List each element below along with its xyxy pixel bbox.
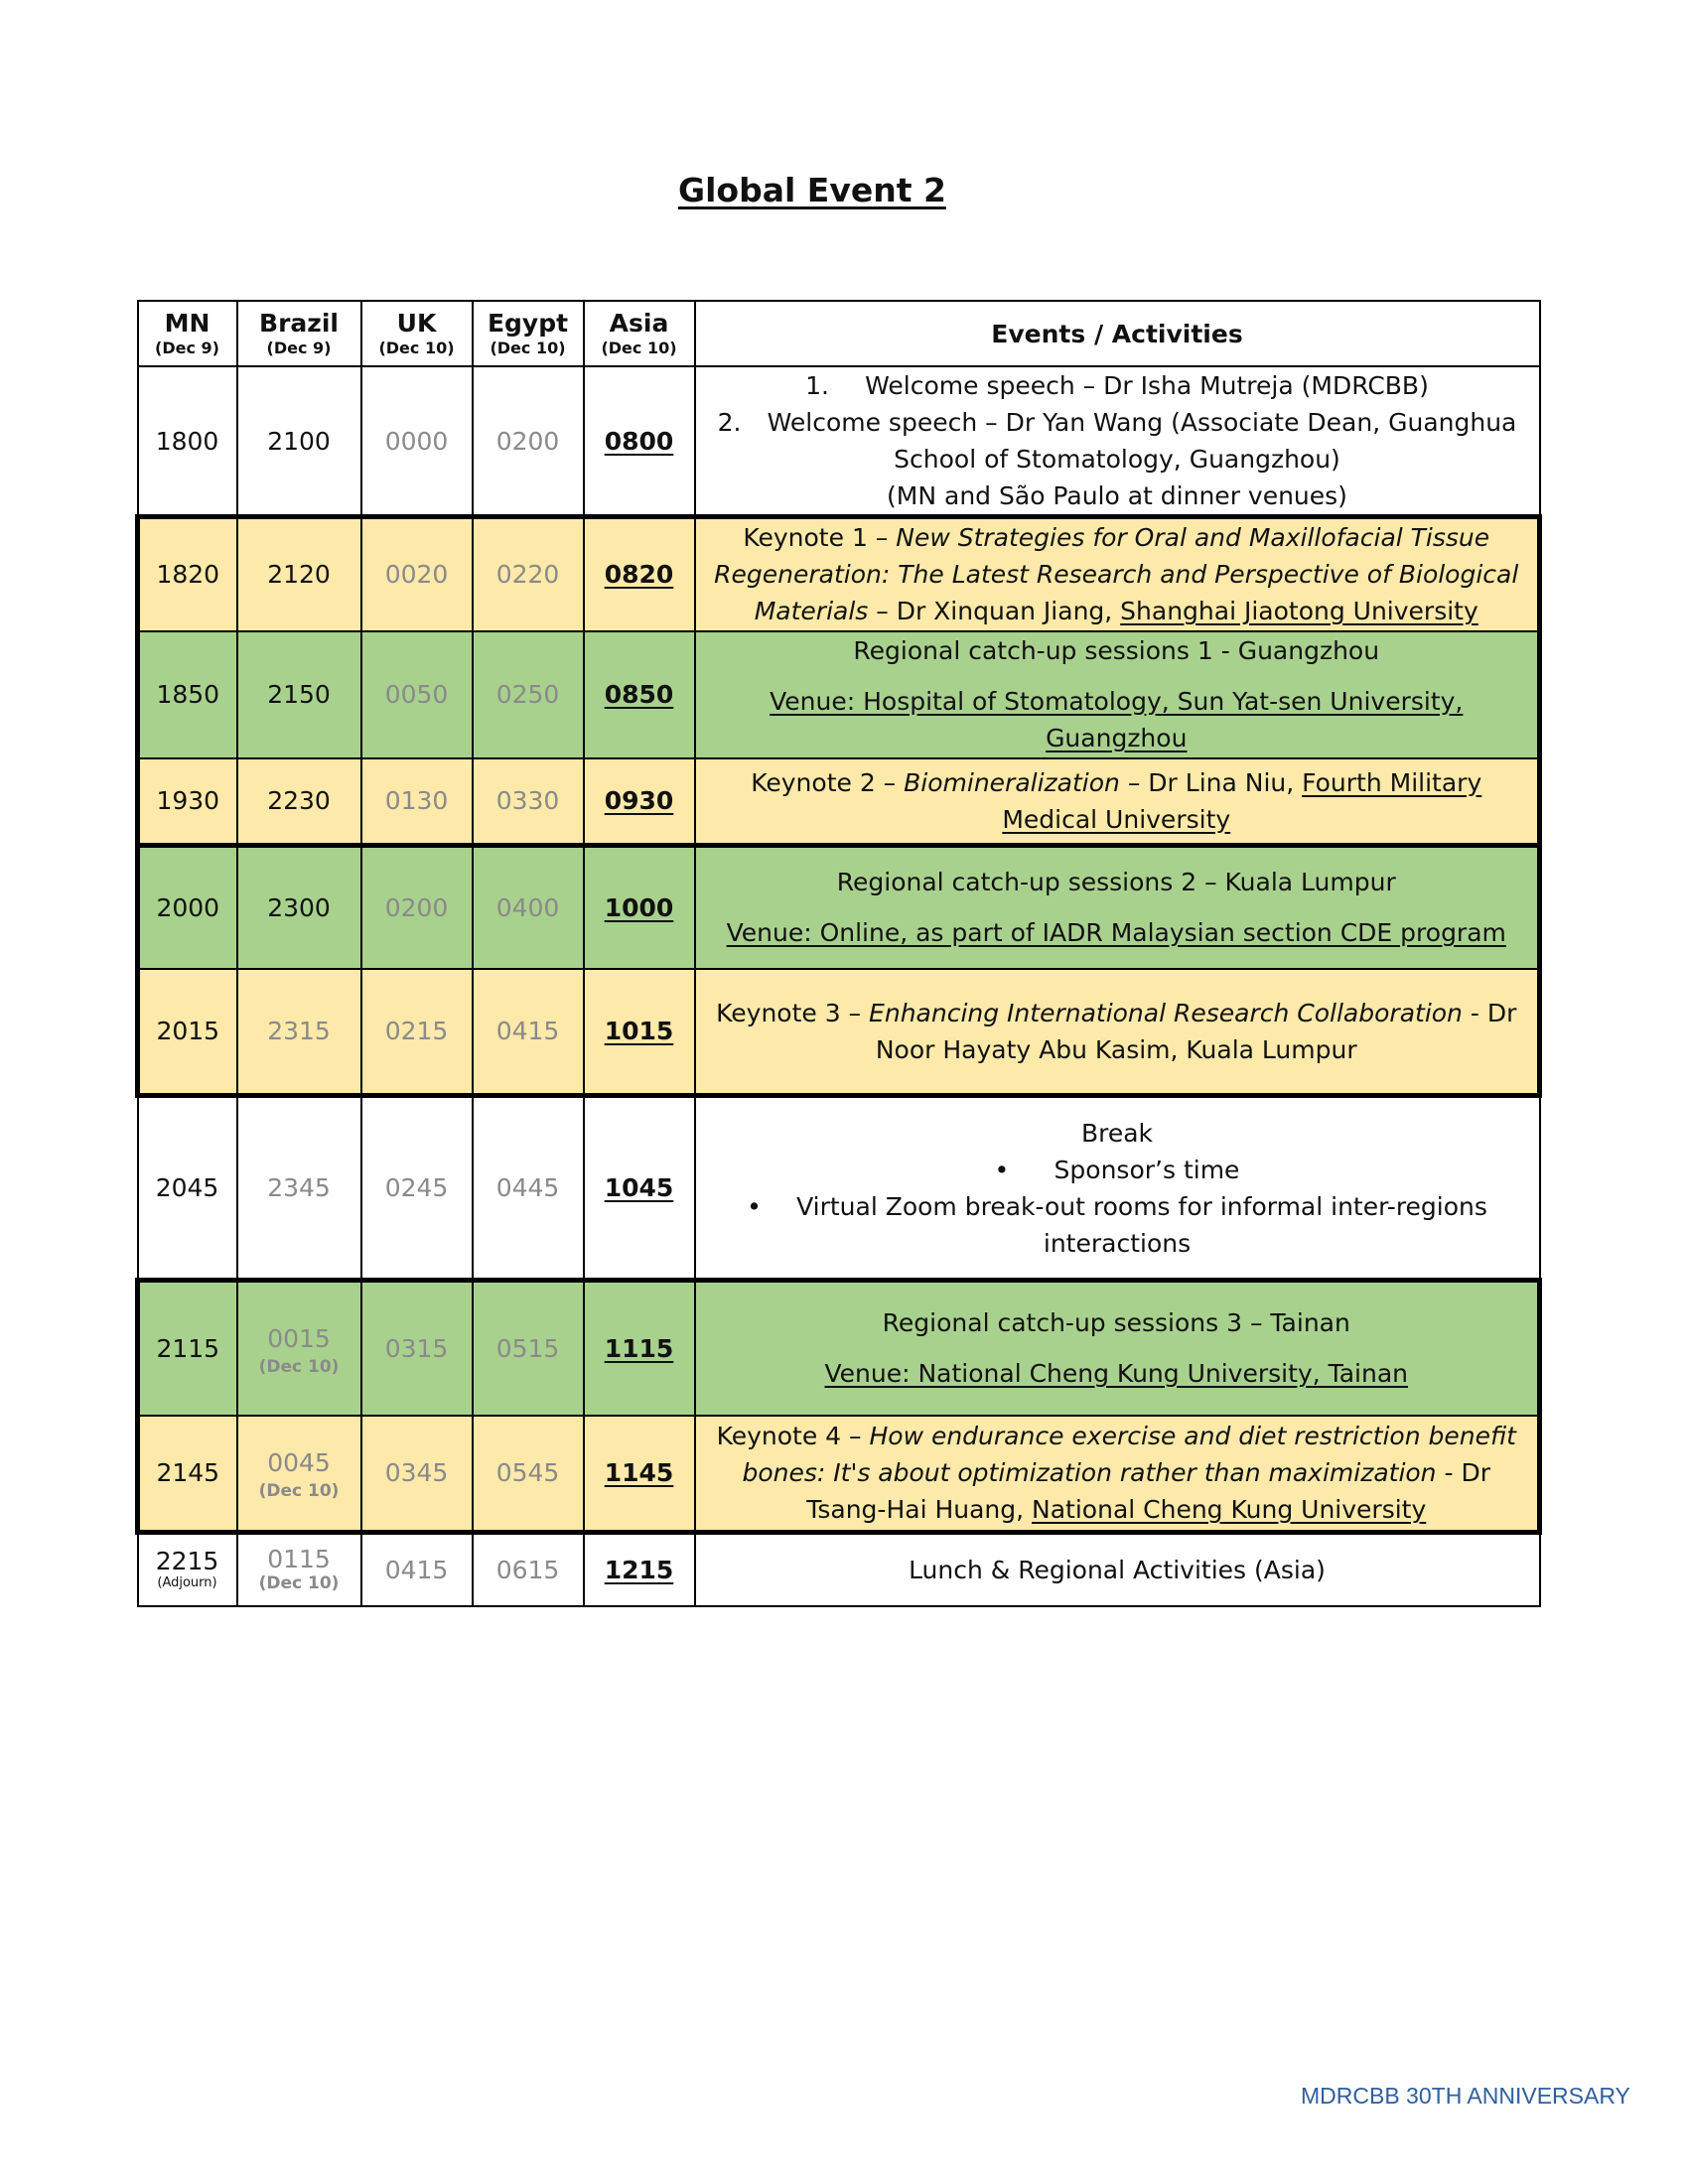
cell-uk: 0020 <box>361 517 473 631</box>
table-row <box>138 758 1540 846</box>
page-title: Global Event 2 <box>678 171 946 209</box>
cell-brazil: 2300 <box>237 846 361 969</box>
table-row <box>138 846 1540 969</box>
cell-asia: 1000 <box>584 846 695 969</box>
cell-event: Keynote 4 – How endurance exercise and diet restriction benefit bones: It's about optimization rather than maximization - Dr Tsang-Hai Huang, National Cheng Kung University <box>695 1416 1540 1533</box>
cell-asia: 0930 <box>584 758 695 846</box>
cell-egypt: 0200 <box>473 366 584 517</box>
institution-link[interactable]: Fourth Military Medical University <box>1002 767 1482 834</box>
table-row <box>138 1416 1540 1533</box>
venue-link[interactable]: Venue: National Cheng Kung University, Tainan <box>824 1359 1408 1389</box>
cell-egypt: 0415 <box>473 969 584 1096</box>
cell-event <box>695 1281 1540 1416</box>
bullet-icon: • <box>994 1155 1010 1184</box>
institution-link[interactable]: Shanghai Jiaotong University <box>1120 597 1478 626</box>
cell-uk: 0215 <box>361 969 473 1096</box>
bullet-item: • Sponsor’s time <box>702 1152 1533 1188</box>
event-line: Regional catch-up sessions 2 – Kuala Lumpur <box>836 868 1396 897</box>
cell-event: Lunch & Regional Activities (Asia) <box>695 1533 1540 1606</box>
cell-uk: 0415 <box>361 1533 473 1606</box>
cell-egypt: 0545 <box>473 1416 584 1533</box>
cell-egypt: 0445 <box>473 1096 584 1281</box>
cell-asia: 1115 <box>584 1281 695 1416</box>
cell-egypt: 0515 <box>473 1281 584 1416</box>
venue-link[interactable]: Venue: Hospital of Stomatology, Sun Yat-sen University, Guangzhou <box>770 687 1464 752</box>
header-mn: MN (Dec 9) <box>138 301 237 366</box>
cell-brazil: 2120 <box>237 517 361 631</box>
cell-brazil: 2230 <box>237 758 361 846</box>
table-row <box>138 1281 1540 1416</box>
venue-link[interactable]: Venue: Online, as part of IADR Malaysian section CDE program <box>726 918 1506 948</box>
cell-mn: 2145 <box>138 1416 237 1533</box>
header-egypt: Egypt (Dec 10) <box>473 301 584 366</box>
cell-egypt: 0330 <box>473 758 584 846</box>
cell-asia: 1045 <box>584 1096 695 1281</box>
event-line: Regional catch-up sessions 1 - Guangzhou <box>853 636 1380 665</box>
cell-event <box>695 1096 1540 1281</box>
table-row <box>138 366 1540 517</box>
cell-egypt: 0615 <box>473 1533 584 1606</box>
cell-asia: 1015 <box>584 969 695 1096</box>
cell-uk: 0200 <box>361 846 473 969</box>
cell-asia: 0850 <box>584 631 695 758</box>
cell-event: Keynote 3 – Enhancing International Research Collaboration - Dr Noor Hayaty Abu Kasim, Kuala Lumpur <box>695 969 1540 1096</box>
event-line: (MN and São Paulo at dinner venues) <box>887 481 1347 510</box>
cell-mn: 2015 <box>138 969 237 1096</box>
cell-asia: 1215 <box>584 1533 695 1606</box>
header-asia: Asia (Dec 10) <box>584 301 695 366</box>
cell-brazil: 2150 <box>237 631 361 758</box>
cell-egypt: 0400 <box>473 846 584 969</box>
cell-asia: 0800 <box>584 366 695 517</box>
cell-mn: 2000 <box>138 846 237 969</box>
event-line: Break <box>1080 1118 1154 1148</box>
cell-event <box>695 631 1540 758</box>
header-row <box>138 301 1540 366</box>
cell-uk: 0345 <box>361 1416 473 1533</box>
cell-brazil: 0015 (Dec 10) <box>237 1281 361 1416</box>
cell-asia: 1145 <box>584 1416 695 1533</box>
cell-mn: 2215 (Adjourn) <box>138 1533 237 1606</box>
cell-event <box>695 366 1540 517</box>
cell-mn: 2115 <box>138 1281 237 1416</box>
cell-mn: 1850 <box>138 631 237 758</box>
schedule-table <box>135 300 1542 1607</box>
cell-event <box>695 846 1540 969</box>
header-brazil: Brazil (Dec 9) <box>237 301 361 366</box>
table-row <box>138 517 1540 631</box>
cell-brazil: 0115 (Dec 10) <box>237 1533 361 1606</box>
event-line: 1. Welcome speech – Dr Isha Mutreja (MDRCBB) <box>805 371 1429 400</box>
cell-uk: 0000 <box>361 366 473 517</box>
cell-mn: 1930 <box>138 758 237 846</box>
cell-mn: 1800 <box>138 366 237 517</box>
cell-egypt: 0220 <box>473 517 584 631</box>
cell-event: Keynote 2 – Biomineralization – Dr Lina Niu, Fourth Military Medical University <box>695 758 1540 846</box>
cell-egypt: 0250 <box>473 631 584 758</box>
cell-brazil: 2100 <box>237 366 361 517</box>
bullet-icon: • <box>747 1191 762 1221</box>
cell-uk: 0245 <box>361 1096 473 1281</box>
header-uk: UK (Dec 10) <box>361 301 473 366</box>
cell-brazil: 0045 (Dec 10) <box>237 1416 361 1533</box>
table-row <box>138 631 1540 758</box>
cell-mn: 2045 <box>138 1096 237 1281</box>
cell-asia: 0820 <box>584 517 695 631</box>
cell-brazil: 2345 <box>237 1096 361 1281</box>
table-row <box>138 969 1540 1096</box>
event-line: Regional catch-up sessions 3 – Tainan <box>882 1308 1350 1338</box>
table-row <box>138 1096 1540 1281</box>
bullet-item: • Virtual Zoom break-out rooms for informal inter-regions interactions <box>702 1188 1533 1262</box>
cell-event: Keynote 1 – New Strategies for Oral and Maxillofacial Tissue Regeneration: The Latest Research and Perspective of Biological Materials – Dr Xinquan Jiang, Shanghai Jiaotong University <box>695 517 1540 631</box>
event-line: 2. Welcome speech – Dr Yan Wang (Associate Dean, Guanghua School of Stomatology, Guangzhou) <box>717 408 1517 474</box>
header-events: Events / Activities <box>695 301 1540 366</box>
table-row <box>138 1533 1540 1606</box>
footer-text: MDRCBB 30TH ANNIVERSARY <box>1301 2083 1630 2109</box>
institution-link[interactable]: National Cheng Kung University <box>1032 1495 1427 1525</box>
cell-uk: 0130 <box>361 758 473 846</box>
cell-brazil: 2315 <box>237 969 361 1096</box>
cell-mn: 1820 <box>138 517 237 631</box>
cell-uk: 0050 <box>361 631 473 758</box>
cell-uk: 0315 <box>361 1281 473 1416</box>
